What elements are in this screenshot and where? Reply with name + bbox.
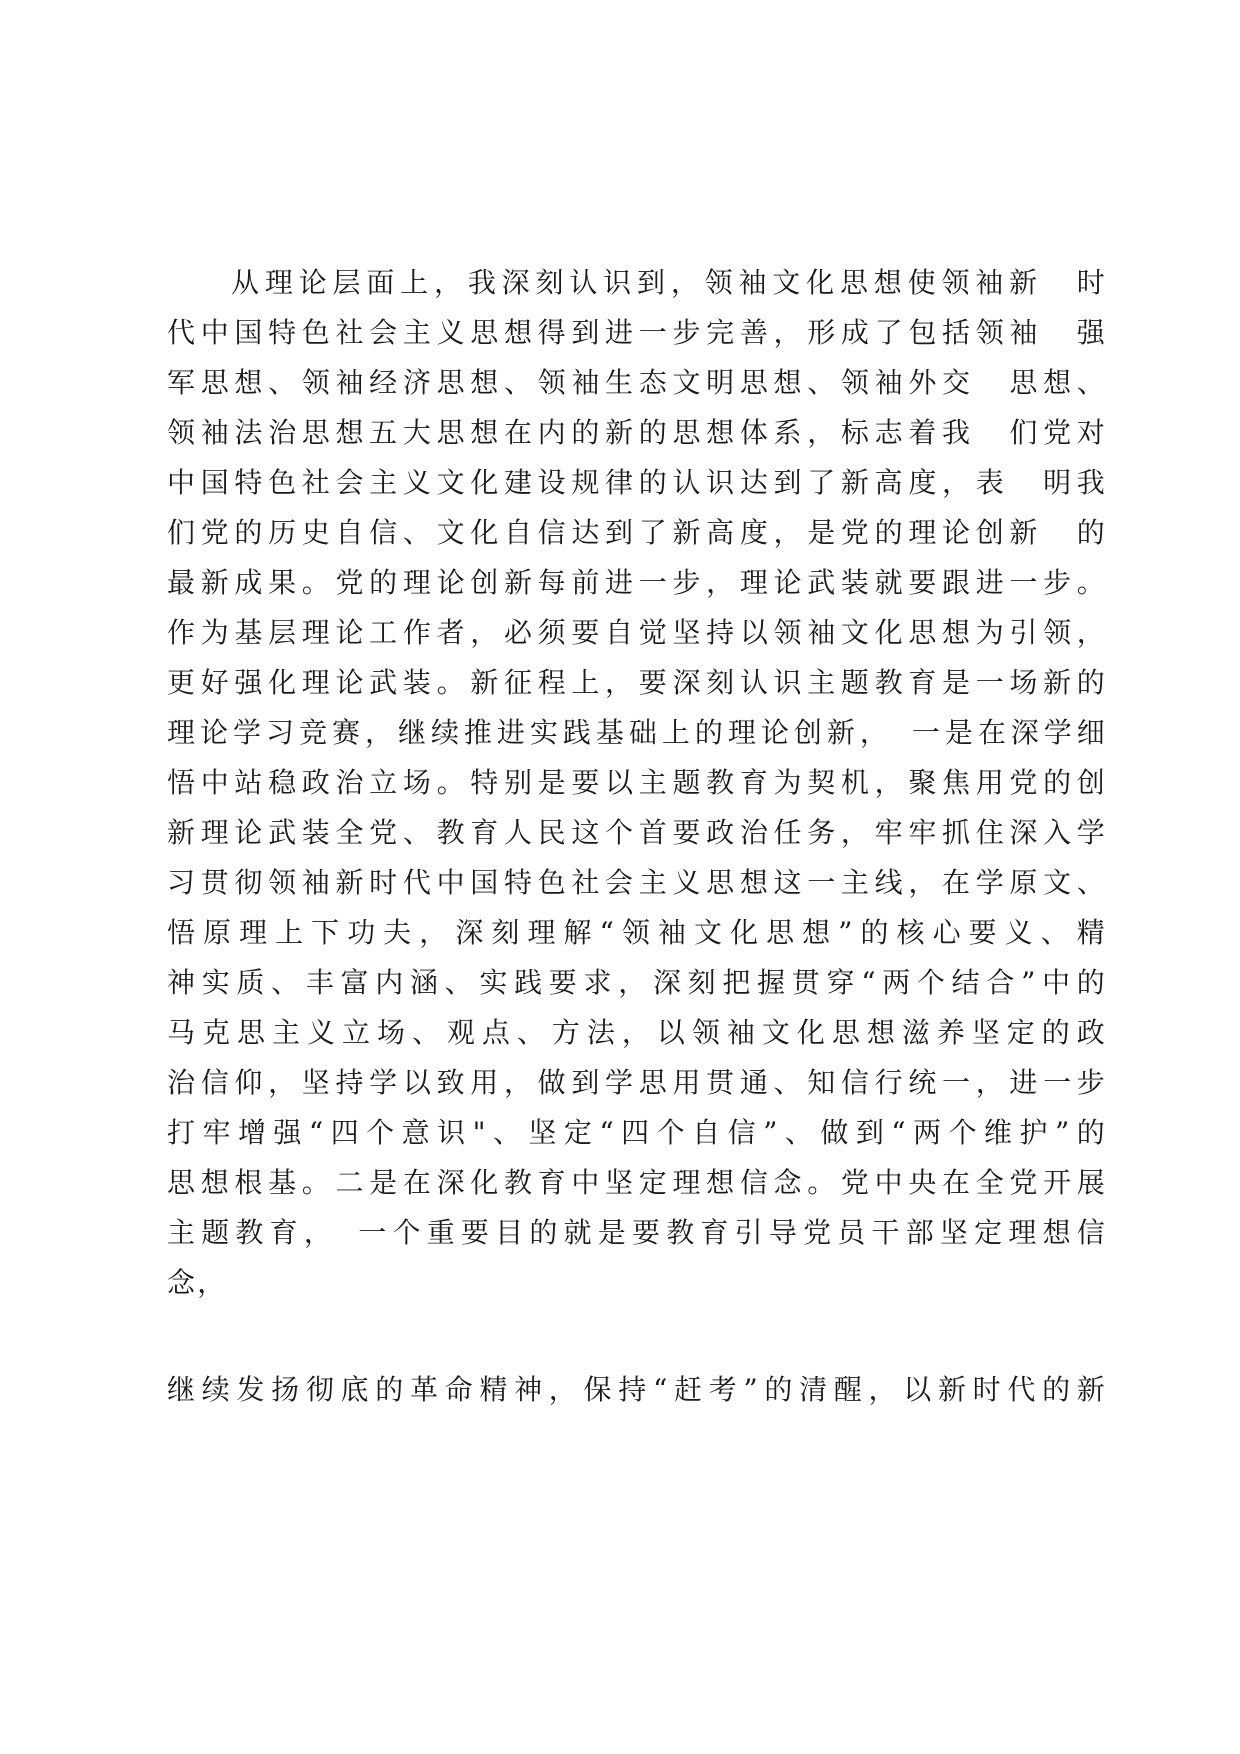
paragraph-line: 作为基层理论工作者，必须要自觉坚持以领袖文化思想为引领，	[167, 616, 1107, 649]
paragraph-line: 领袖法治思想五大思想在内的新的思想体系，标志着我 们党对	[167, 416, 1107, 449]
paragraph-line: 马克思主义立场、观点、方法，以领袖文化思想滋养坚定的政	[167, 1016, 1107, 1049]
paragraph-line: 从理论层面上，我深刻认识到，领袖文化思想使领袖新 时	[231, 266, 1107, 299]
paragraph-line: 习贯彻领袖新时代中国特色社会主义思想这一主线，在学原文、	[167, 866, 1107, 899]
paragraph-line: 军思想、领袖经济思想、领袖生态文明思想、领袖外交 思想、	[167, 366, 1107, 399]
paragraph-1	[167, 258, 1107, 1308]
paragraph-line: 治信仰，坚持学以致用，做到学思用贯通、知信行统一，进一步	[167, 1066, 1107, 1099]
paragraph-line: 念，	[167, 1266, 228, 1299]
paragraph-line: 打牢增强“四个意识"、坚定“四个自信”、做到“两个维护”的	[167, 1116, 1107, 1149]
paragraph-line: 新理论武装全党、教育人民这个首要政治任务，牢牢抓住深入学	[167, 816, 1107, 849]
paragraph-line: 悟中站稳政治立场。特别是要以主题教育为契机，聚焦用党的创	[167, 766, 1107, 799]
paragraph-line: 神实质、丰富内涵、实践要求，深刻把握贯穿“两个结合”中的	[167, 966, 1107, 999]
paragraph-line: 理论学习竞赛，继续推进实践基础上的理论创新， 一是在深学细	[167, 716, 1107, 749]
paragraph-line: 们党的历史自信、文化自信达到了新高度，是党的理论创新 的	[167, 516, 1107, 549]
paragraph-2	[167, 1365, 1107, 1415]
paragraph-line: 代中国特色社会主义思想得到进一步完善，形成了包括领袖 强	[167, 316, 1107, 349]
paragraph-line: 主题教育， 一个重要目的就是要教育引导党员干部坚定理想信	[167, 1216, 1107, 1249]
paragraph-line: 继续发扬彻底的革命精神，保持“赶考”的清醒，以新时代的新	[167, 1373, 1107, 1406]
paragraph-line: 思想根基。二是在深化教育中坚定理想信念。党中央在全党开展	[167, 1166, 1107, 1199]
paragraph-line: 悟原理上下功夫，深刻理解“领袖文化思想”的核心要义、精	[167, 916, 1107, 949]
paragraph-line: 更好强化理论武装。新征程上，要深刻认识主题教育是一场新的	[167, 666, 1107, 699]
paragraph-line: 中国特色社会主义文化建设规律的认识达到了新高度，表 明我	[167, 466, 1107, 499]
paragraph-line: 最新成果。党的理论创新每前进一步，理论武装就要跟进一步。	[167, 566, 1107, 599]
